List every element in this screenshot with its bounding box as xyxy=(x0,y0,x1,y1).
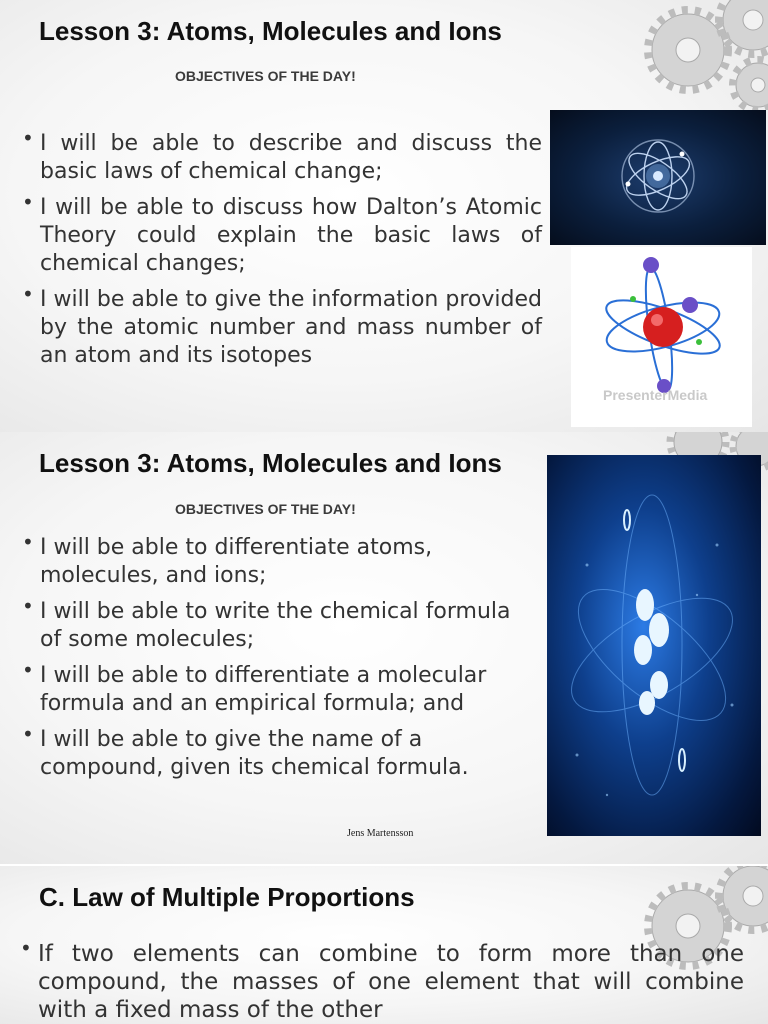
bullet-icon: • xyxy=(22,126,34,150)
list-item: • I will be able to discuss how Dalton’s Atomic Theory could explain the basic laws of chemical changes; xyxy=(22,190,542,276)
bullet-icon: • xyxy=(22,658,34,682)
slide-3 xyxy=(0,866,768,1024)
gears-icon xyxy=(628,0,768,110)
watermark-text: PresenterMedia xyxy=(603,387,708,403)
slide-subtitle: OBJECTIVES OF THE DAY! xyxy=(175,501,356,517)
bullet-icon: • xyxy=(22,530,34,554)
slide-2 xyxy=(0,432,768,864)
bullet-icon: • xyxy=(20,936,32,960)
list-item: • I will be able to write the chemical formula of some molecules; xyxy=(22,594,511,652)
list-item: • I will be able to give the name of a compound, given its chemical formula. xyxy=(22,722,469,780)
bullet-icon: • xyxy=(22,190,34,214)
list-item: • I will be able to differentiate a molecular formula and an empirical formula; and xyxy=(22,658,487,716)
list-item: • I will be able to describe and discuss the basic laws of chemical change; xyxy=(22,126,542,184)
slide-title: C. Law of Multiple Proportions xyxy=(39,882,415,912)
slide-1 xyxy=(0,0,768,432)
list-item: • If two elements can combine to form more than one compound, the masses of one element that will combine with a fixed mass of the other xyxy=(20,936,744,1023)
image-credit: Jens Martensson xyxy=(347,828,414,839)
slide-title: Lesson 3: Atoms, Molecules and Ions xyxy=(39,448,502,478)
slide-subtitle: OBJECTIVES OF THE DAY! xyxy=(175,68,356,84)
list-item: • I will be able to give the information provided by the atomic number and mass number of an atom and its isotopes xyxy=(22,282,542,368)
objectives-list xyxy=(20,936,744,1024)
bullet-icon: • xyxy=(22,282,34,306)
atom-orbit-icon xyxy=(550,110,766,245)
slide-title: Lesson 3: Atoms, Molecules and Ions xyxy=(39,16,502,46)
objectives-list xyxy=(22,530,535,790)
atom-model-icon xyxy=(571,247,752,427)
atom-galaxy-image xyxy=(547,455,761,836)
bullet-icon: • xyxy=(22,722,34,746)
objectives-list xyxy=(22,126,542,378)
list-item: • I will be able to differentiate atoms, molecules, and ions; xyxy=(22,530,433,588)
bullet-icon: • xyxy=(22,594,34,618)
